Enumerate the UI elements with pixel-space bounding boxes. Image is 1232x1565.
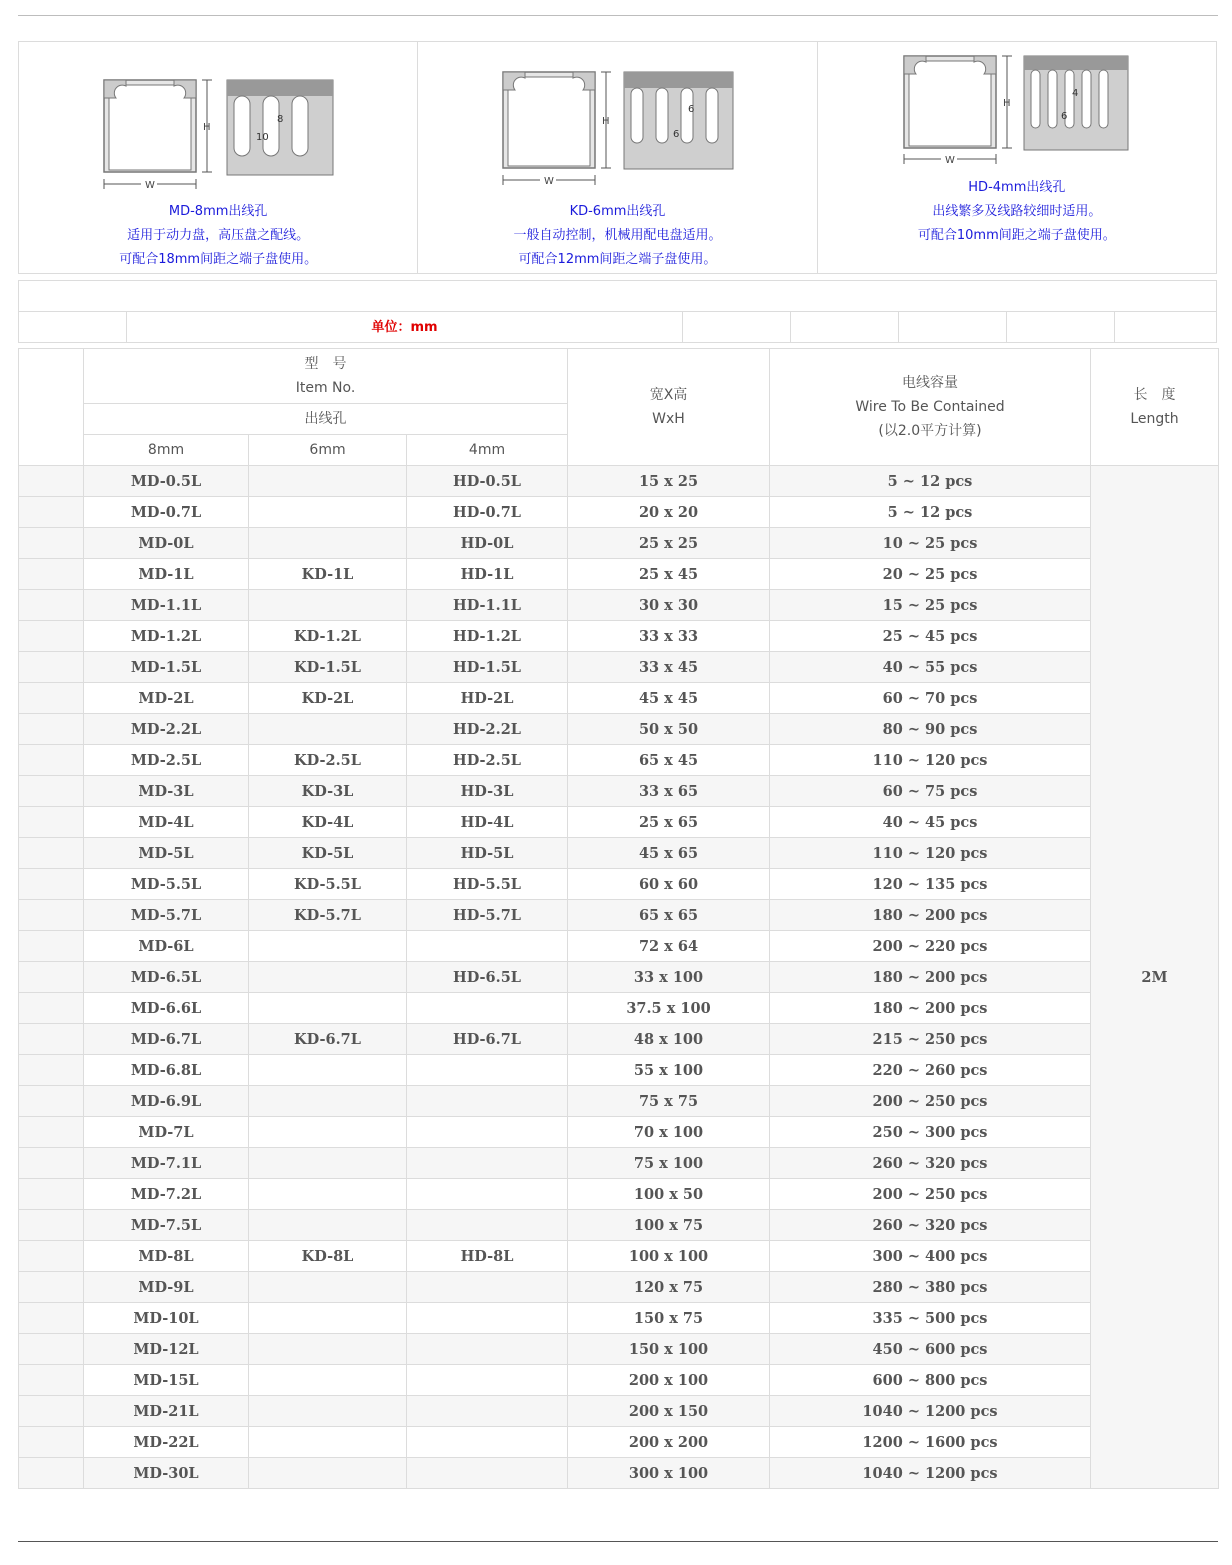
header-model-cn: 型 号: [304, 356, 347, 372]
wire-capacity-cell: 600 ~ 800 pcs: [770, 1365, 1091, 1396]
hd-model-cell: [407, 1179, 568, 1210]
table-row: [19, 590, 1219, 621]
kd-model-cell: [249, 1055, 407, 1086]
table-row: [19, 838, 1219, 869]
wire-capacity-cell: 60 ~ 70 pcs: [770, 683, 1091, 714]
hd-model-cell: [407, 1086, 568, 1117]
md-model-cell: MD-1.2L: [84, 621, 249, 652]
md-model-cell: MD-21L: [84, 1396, 249, 1427]
hd-model-cell: HD-0.5L: [407, 466, 568, 497]
row-blank-cell: [19, 1024, 84, 1055]
length-value: 2M: [1091, 466, 1219, 1489]
hd-model-cell: HD-2L: [407, 683, 568, 714]
kd-model-cell: [249, 714, 407, 745]
table-row: [19, 869, 1219, 900]
md-model-cell: MD-7.5L: [84, 1210, 249, 1241]
kd-model-cell: [249, 1086, 407, 1117]
table-row: [19, 1024, 1219, 1055]
row-blank-cell: [19, 528, 84, 559]
table-row: [19, 776, 1219, 807]
kd-model-cell: KD-1.5L: [249, 652, 407, 683]
row-blank-cell: [19, 1210, 84, 1241]
hd-duct-diagram: [900, 52, 1140, 168]
table-row: [19, 900, 1219, 931]
hd-model-cell: [407, 1210, 568, 1241]
size-cell: 45 x 45: [568, 683, 770, 714]
md-w-label: W: [145, 180, 155, 191]
row-blank-cell: [19, 962, 84, 993]
kd-model-cell: [249, 1303, 407, 1334]
hd-model-cell: [407, 1117, 568, 1148]
hd-model-cell: HD-5L: [407, 838, 568, 869]
row-blank-cell: [19, 1396, 84, 1427]
size-cell: 75 x 100: [568, 1148, 770, 1179]
wire-capacity-cell: 20 ~ 25 pcs: [770, 559, 1091, 590]
md-line1: 适用于动力盘，高压盘之配线。: [127, 228, 310, 243]
row-blank-cell: [19, 776, 84, 807]
hd-model-cell: HD-1.2L: [407, 621, 568, 652]
header-length-cn: 长 度: [1133, 387, 1176, 403]
wire-capacity-cell: 120 ~ 135 pcs: [770, 869, 1091, 900]
md-model-cell: MD-2L: [84, 683, 249, 714]
wire-capacity-cell: 200 ~ 250 pcs: [770, 1086, 1091, 1117]
row-blank-cell: [19, 1179, 84, 1210]
hd-pitch-label: 6: [1060, 111, 1068, 122]
header-col-4mm: 4mm: [407, 435, 568, 466]
row-blank-cell: [19, 1334, 84, 1365]
kd-model-cell: [249, 931, 407, 962]
header-wire-cn: 电线容量: [902, 375, 958, 391]
hd-model-cell: [407, 1427, 568, 1458]
md-model-cell: MD-1L: [84, 559, 249, 590]
kd-model-cell: KD-5.7L: [249, 900, 407, 931]
row-blank-cell: [19, 1272, 84, 1303]
product-md: [19, 42, 418, 273]
md-model-cell: MD-0.5L: [84, 466, 249, 497]
header-model: [84, 349, 568, 404]
table-row: [19, 652, 1219, 683]
md-model-cell: MD-22L: [84, 1427, 249, 1458]
kd-model-cell: [249, 466, 407, 497]
header-wire-en: Wire To Be Contained: [855, 399, 1005, 415]
hd-model-cell: HD-6.7L: [407, 1024, 568, 1055]
md-model-cell: MD-7.2L: [84, 1179, 249, 1210]
size-cell: 70 x 100: [568, 1117, 770, 1148]
row-blank-cell: [19, 683, 84, 714]
hd-model-cell: HD-2.2L: [407, 714, 568, 745]
size-cell: 150 x 100: [568, 1334, 770, 1365]
wire-capacity-cell: 215 ~ 250 pcs: [770, 1024, 1091, 1055]
table-row: [19, 466, 1219, 497]
kd-model-cell: KD-2.5L: [249, 745, 407, 776]
kd-model-cell: [249, 1396, 407, 1427]
hd-title: HD-4mm出线孔: [968, 180, 1066, 195]
hd-w-label: W: [944, 155, 955, 166]
header-wire-note: (以2.0平方计算): [878, 423, 982, 439]
hd-model-cell: [407, 1365, 568, 1396]
hd-model-cell: HD-1.5L: [407, 652, 568, 683]
header-length: [1091, 349, 1219, 466]
wire-capacity-cell: 260 ~ 320 pcs: [770, 1210, 1091, 1241]
size-cell: 55 x 100: [568, 1055, 770, 1086]
row-blank-cell: [19, 1086, 84, 1117]
row-blank-cell: [19, 1148, 84, 1179]
size-cell: 65 x 65: [568, 900, 770, 931]
wire-capacity-cell: 180 ~ 200 pcs: [770, 993, 1091, 1024]
header-outlet: 出线孔: [84, 404, 568, 435]
wire-capacity-cell: 25 ~ 45 pcs: [770, 621, 1091, 652]
table-row: [19, 559, 1219, 590]
table-row: [19, 497, 1219, 528]
table-row: [19, 1086, 1219, 1117]
table-row: [19, 683, 1219, 714]
row-blank-cell: [19, 621, 84, 652]
md-model-cell: MD-0.7L: [84, 497, 249, 528]
kd-model-cell: [249, 993, 407, 1024]
wire-capacity-cell: 280 ~ 380 pcs: [770, 1272, 1091, 1303]
hd-line2: 可配合10mm间距之端子盘使用。: [917, 228, 1116, 243]
md-model-cell: MD-6.7L: [84, 1024, 249, 1055]
size-cell: 15 x 25: [568, 466, 770, 497]
header-size: [568, 349, 770, 466]
md-model-cell: MD-3L: [84, 776, 249, 807]
kd-model-cell: KD-5L: [249, 838, 407, 869]
table-row: [19, 1241, 1219, 1272]
md-pitch-label: 10: [256, 132, 269, 143]
size-cell: 33 x 33: [568, 621, 770, 652]
size-cell: 75 x 75: [568, 1086, 770, 1117]
header-col-8mm: 8mm: [84, 435, 249, 466]
kd-model-cell: [249, 1210, 407, 1241]
hd-model-cell: [407, 1303, 568, 1334]
md-model-cell: MD-5.7L: [84, 900, 249, 931]
table-row: [19, 621, 1219, 652]
row-blank-cell: [19, 1303, 84, 1334]
header-length-en: Length: [1130, 411, 1179, 427]
table-row: [19, 528, 1219, 559]
md-model-cell: MD-30L: [84, 1458, 249, 1489]
wire-capacity-cell: 180 ~ 200 pcs: [770, 962, 1091, 993]
table-row: [19, 1210, 1219, 1241]
md-model-cell: MD-15L: [84, 1365, 249, 1396]
kd-model-cell: KD-3L: [249, 776, 407, 807]
wire-capacity-cell: 260 ~ 320 pcs: [770, 1148, 1091, 1179]
kd-model-cell: [249, 497, 407, 528]
kd-line1: 一般自动控制，机械用配电盘适用。: [513, 228, 722, 243]
md-model-cell: MD-5.5L: [84, 869, 249, 900]
spec-table: [18, 348, 1219, 1489]
table-row: [19, 1303, 1219, 1334]
wire-capacity-cell: 300 ~ 400 pcs: [770, 1241, 1091, 1272]
kd-model-cell: [249, 590, 407, 621]
kd-model-cell: [249, 1458, 407, 1489]
kd-model-cell: [249, 1365, 407, 1396]
table-row: [19, 931, 1219, 962]
md-h-label: H: [203, 122, 211, 133]
kd-model-cell: KD-8L: [249, 1241, 407, 1272]
row-blank-cell: [19, 1427, 84, 1458]
row-blank-cell: [19, 1055, 84, 1086]
md-title: MD-8mm出线孔: [168, 204, 268, 219]
header-size-cn: 宽X高: [649, 387, 688, 403]
unit-box: [18, 280, 1217, 343]
md-model-cell: MD-7.1L: [84, 1148, 249, 1179]
kd-model-cell: KD-1.2L: [249, 621, 407, 652]
hd-model-cell: [407, 1272, 568, 1303]
kd-model-cell: KD-1L: [249, 559, 407, 590]
kd-model-cell: KD-4L: [249, 807, 407, 838]
size-cell: 25 x 45: [568, 559, 770, 590]
kd-h-label: H: [602, 116, 610, 127]
table-row: [19, 1334, 1219, 1365]
header-blank: [19, 349, 84, 466]
md-model-cell: MD-2.2L: [84, 714, 249, 745]
size-cell: 30 x 30: [568, 590, 770, 621]
kd-model-cell: [249, 1117, 407, 1148]
wire-capacity-cell: 1040 ~ 1200 pcs: [770, 1396, 1091, 1427]
md-model-cell: MD-0L: [84, 528, 249, 559]
wire-capacity-cell: 80 ~ 90 pcs: [770, 714, 1091, 745]
md-model-cell: MD-4L: [84, 807, 249, 838]
md-model-cell: MD-9L: [84, 1272, 249, 1303]
hd-model-cell: HD-0.7L: [407, 497, 568, 528]
table-row: [19, 1365, 1219, 1396]
md-model-cell: MD-7L: [84, 1117, 249, 1148]
hd-model-cell: HD-8L: [407, 1241, 568, 1272]
hd-model-cell: HD-3L: [407, 776, 568, 807]
hd-model-cell: HD-2.5L: [407, 745, 568, 776]
md-line2: 可配合18mm间距之端子盘使用。: [119, 252, 318, 267]
hd-h-label: H: [1002, 98, 1011, 109]
wire-capacity-cell: 110 ~ 120 pcs: [770, 745, 1091, 776]
table-row: [19, 807, 1219, 838]
wire-capacity-cell: 180 ~ 200 pcs: [770, 900, 1091, 931]
md-model-cell: MD-5L: [84, 838, 249, 869]
size-cell: 120 x 75: [568, 1272, 770, 1303]
size-cell: 100 x 50: [568, 1179, 770, 1210]
wire-capacity-cell: 220 ~ 260 pcs: [770, 1055, 1091, 1086]
row-blank-cell: [19, 900, 84, 931]
row-blank-cell: [19, 807, 84, 838]
md-model-cell: MD-1.1L: [84, 590, 249, 621]
header-col-6mm: 6mm: [249, 435, 407, 466]
unit-row: [19, 311, 1216, 343]
wire-capacity-cell: 200 ~ 250 pcs: [770, 1179, 1091, 1210]
size-cell: 72 x 64: [568, 931, 770, 962]
table-row: [19, 1179, 1219, 1210]
unit-label: 单位：mm: [127, 312, 683, 343]
row-blank-cell: [19, 466, 84, 497]
hd-model-cell: [407, 1458, 568, 1489]
hd-model-cell: HD-6.5L: [407, 962, 568, 993]
kd-model-cell: [249, 1148, 407, 1179]
row-blank-cell: [19, 1241, 84, 1272]
size-cell: 45 x 65: [568, 838, 770, 869]
hd-model-cell: HD-5.5L: [407, 869, 568, 900]
row-blank-cell: [19, 714, 84, 745]
table-row: [19, 1427, 1219, 1458]
row-blank-cell: [19, 1117, 84, 1148]
row-blank-cell: [19, 559, 84, 590]
row-blank-cell: [19, 993, 84, 1024]
table-row: [19, 962, 1219, 993]
wire-capacity-cell: 40 ~ 45 pcs: [770, 807, 1091, 838]
hd-hole-label: 4: [1071, 88, 1079, 99]
hd-model-cell: [407, 993, 568, 1024]
hd-model-cell: HD-0L: [407, 528, 568, 559]
size-cell: 48 x 100: [568, 1024, 770, 1055]
table-row: [19, 1148, 1219, 1179]
wire-capacity-cell: 15 ~ 25 pcs: [770, 590, 1091, 621]
size-cell: 60 x 60: [568, 869, 770, 900]
wire-capacity-cell: 1040 ~ 1200 pcs: [770, 1458, 1091, 1489]
kd-model-cell: KD-2L: [249, 683, 407, 714]
size-cell: 150 x 75: [568, 1303, 770, 1334]
md-model-cell: MD-2.5L: [84, 745, 249, 776]
header-wire: [770, 349, 1091, 466]
size-cell: 300 x 100: [568, 1458, 770, 1489]
md-model-cell: MD-8L: [84, 1241, 249, 1272]
kd-line2: 可配合12mm间距之端子盘使用。: [518, 252, 717, 267]
kd-model-cell: [249, 1427, 407, 1458]
hd-line1: 出线繁多及线路较细时适用。: [932, 204, 1102, 219]
header-size-en: WxH: [652, 411, 685, 427]
size-cell: 33 x 100: [568, 962, 770, 993]
product-description-box: [18, 41, 1217, 274]
wire-capacity-cell: 1200 ~ 1600 pcs: [770, 1427, 1091, 1458]
hd-model-cell: HD-1.1L: [407, 590, 568, 621]
size-cell: 200 x 200: [568, 1427, 770, 1458]
bottom-divider: [18, 1541, 1218, 1542]
table-row: [19, 1117, 1219, 1148]
spec-table-body: [19, 466, 1219, 1489]
wire-capacity-cell: 5 ~ 12 pcs: [770, 466, 1091, 497]
kd-title: KD-6mm出线孔: [569, 204, 666, 219]
size-cell: 25 x 65: [568, 807, 770, 838]
md-model-cell: MD-1.5L: [84, 652, 249, 683]
table-row: [19, 1272, 1219, 1303]
md-model-cell: MD-6.5L: [84, 962, 249, 993]
table-row: [19, 1396, 1219, 1427]
size-cell: 100 x 100: [568, 1241, 770, 1272]
size-cell: 37.5 x 100: [568, 993, 770, 1024]
kd-model-cell: [249, 1334, 407, 1365]
md-duct-diagram: [99, 72, 339, 192]
md-model-cell: MD-10L: [84, 1303, 249, 1334]
table-row: [19, 1458, 1219, 1489]
wire-capacity-cell: 335 ~ 500 pcs: [770, 1303, 1091, 1334]
hd-model-cell: [407, 1396, 568, 1427]
hd-model-cell: [407, 1334, 568, 1365]
size-cell: 65 x 45: [568, 745, 770, 776]
kd-pitch-label: 6: [673, 129, 680, 140]
md-hole-label: 8: [277, 114, 284, 125]
hd-model-cell: [407, 1148, 568, 1179]
table-row: [19, 714, 1219, 745]
wire-capacity-cell: 10 ~ 25 pcs: [770, 528, 1091, 559]
md-model-cell: MD-6.8L: [84, 1055, 249, 1086]
kd-model-cell: KD-6.7L: [249, 1024, 407, 1055]
wire-capacity-cell: 40 ~ 55 pcs: [770, 652, 1091, 683]
size-cell: 33 x 65: [568, 776, 770, 807]
kd-model-cell: KD-5.5L: [249, 869, 407, 900]
product-hd: [818, 42, 1216, 273]
md-model-cell: MD-6L: [84, 931, 249, 962]
wire-capacity-cell: 110 ~ 120 pcs: [770, 838, 1091, 869]
size-cell: 20 x 20: [568, 497, 770, 528]
hd-model-cell: [407, 1055, 568, 1086]
table-row: [19, 745, 1219, 776]
header-model-en: Item No.: [295, 380, 356, 396]
size-cell: 200 x 100: [568, 1365, 770, 1396]
kd-model-cell: [249, 962, 407, 993]
hd-model-cell: [407, 931, 568, 962]
kd-hole-label: 6: [688, 104, 695, 115]
size-cell: 100 x 75: [568, 1210, 770, 1241]
top-divider: [18, 15, 1218, 16]
kd-model-cell: [249, 528, 407, 559]
wire-capacity-cell: 200 ~ 220 pcs: [770, 931, 1091, 962]
row-blank-cell: [19, 838, 84, 869]
wire-capacity-cell: 60 ~ 75 pcs: [770, 776, 1091, 807]
kd-duct-diagram: [498, 67, 738, 191]
hd-model-cell: HD-4L: [407, 807, 568, 838]
table-row: [19, 1055, 1219, 1086]
row-blank-cell: [19, 1458, 84, 1489]
row-blank-cell: [19, 931, 84, 962]
hd-model-cell: HD-5.7L: [407, 900, 568, 931]
md-model-cell: MD-6.6L: [84, 993, 249, 1024]
product-kd: [418, 42, 817, 273]
size-cell: 33 x 45: [568, 652, 770, 683]
kd-model-cell: [249, 1179, 407, 1210]
row-blank-cell: [19, 590, 84, 621]
wire-capacity-cell: 250 ~ 300 pcs: [770, 1117, 1091, 1148]
size-cell: 200 x 150: [568, 1396, 770, 1427]
size-cell: 25 x 25: [568, 528, 770, 559]
kd-w-label: W: [544, 176, 555, 187]
wire-capacity-cell: 450 ~ 600 pcs: [770, 1334, 1091, 1365]
wire-capacity-cell: 5 ~ 12 pcs: [770, 497, 1091, 528]
md-model-cell: MD-12L: [84, 1334, 249, 1365]
hd-model-cell: HD-1L: [407, 559, 568, 590]
table-row: [19, 993, 1219, 1024]
row-blank-cell: [19, 1365, 84, 1396]
size-cell: 50 x 50: [568, 714, 770, 745]
row-blank-cell: [19, 497, 84, 528]
row-blank-cell: [19, 652, 84, 683]
md-model-cell: MD-6.9L: [84, 1086, 249, 1117]
row-blank-cell: [19, 745, 84, 776]
row-blank-cell: [19, 869, 84, 900]
kd-model-cell: [249, 1272, 407, 1303]
